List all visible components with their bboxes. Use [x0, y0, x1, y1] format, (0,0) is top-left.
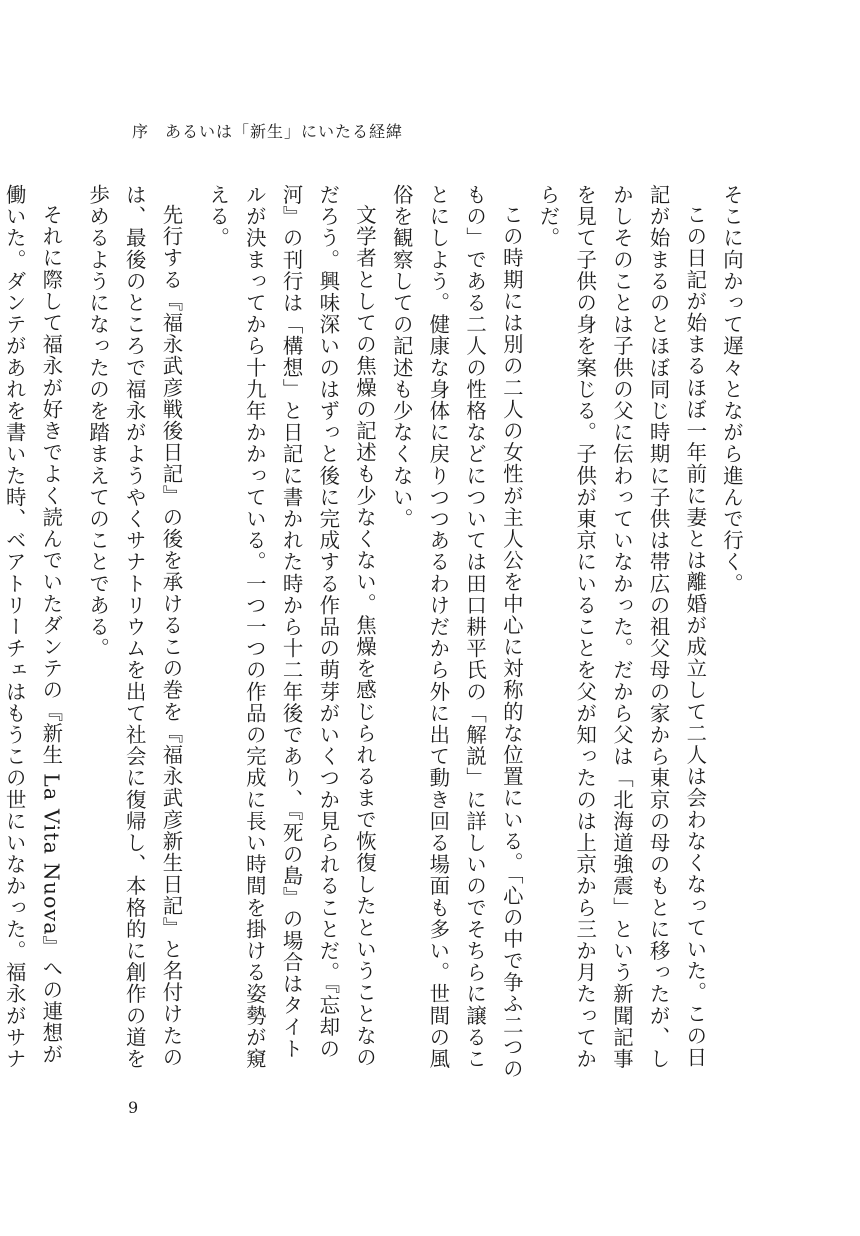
running-head: [132, 119, 403, 142]
paragraph-divorce: この日記が始まるほぼ一年前に妻とは離婚が成立して二人は会わなくなっていた。この日記が始まるのとほぼ同じ時期に子供は帯広の祖父母の家から東京の母のもとに移ったが、しかしそのことは子供の父に伝わっていなかった。だから父は「北海道強震」という新聞記事を見て子供の身を案じる。子供が東京にいることを父が知ったのは上京から三か月たってからだ。: [536, 184, 708, 1070]
running-head-title: あるいは「新生」にいたる経緯: [165, 122, 404, 141]
running-head-section: 序: [132, 122, 150, 141]
paragraph-dante: それに際して福永が好きでよく読んでいたダンテの『新生 La Vita Nuova』への連想が働いた。ダンテがあれを書いた時、ベアトリーチェはもうこの世にいなかった。福永がサナ: [2, 184, 64, 1070]
paragraph-two-women: この時期には別の二人の女性が主人公を中心に対称的な位置にいる。「心の中で争ふ二つのもの」である二人の性格などについては田口耕平氏の「解説」に詳しいのでそちらに譲ることにしよう。健康な身体に戻りつつあるわけだから外に出て動き回る場面も多い。世間の風俗を観察しての記述も少なくない。: [389, 184, 524, 1080]
paragraph-title-naming: 先行する『福永武彦戦後日記』の後を承けるこの巻を『福永武彦新生日記』と名付けたのは、最後のところで福永がようやくサナトリウムを出て社会に復帰し、本格的に創作の道を歩めるようになったのを踏まえてのことである。: [86, 184, 184, 1070]
body-text: [0, 184, 750, 1080]
paragraph-impatience: 文学者としての焦燥の記述も少なくない。焦燥を感じられるまで恢復したということなのだろう。興味深いのはずっと後に完成する作品の萌芽がいくつか見られることだ。『忘却の河』の刊行は「構想」と日記に書かれた時から十二年後であり、『死の島』の場合はタイトルが決まってから十九年かかっている。一つ一つの作品の完成に長い時間を掛ける姿勢が窺える。: [206, 184, 377, 1070]
paragraph-continuation: そこに向かって遅々とながら進んで行く。: [720, 184, 744, 595]
page-number: 9: [128, 1098, 139, 1117]
